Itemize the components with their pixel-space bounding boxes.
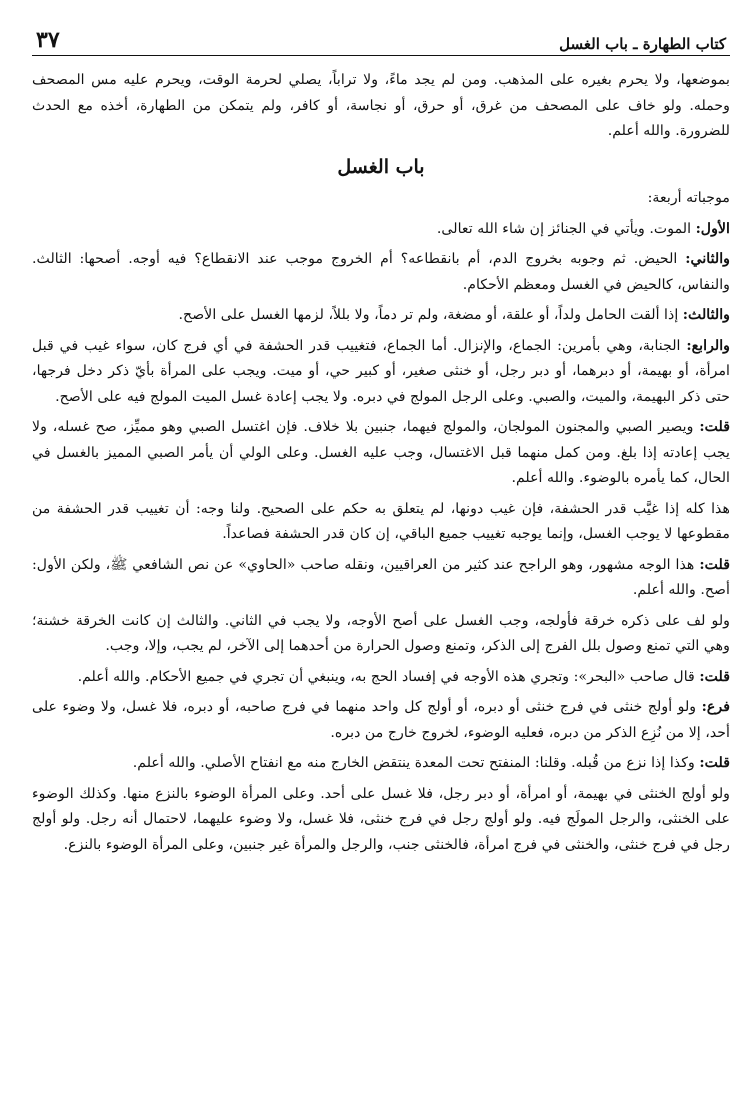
paragraph-text: هذا الوجه مشهور، وهو الراجح عند كثير من العراقيين، ونقله صاحب «الحاوي» عن نص الشافعي ﷺ، ولكن الأول: أصح. والله أعلم. xyxy=(32,556,730,598)
paragraph-7 xyxy=(32,553,730,604)
paragraph-3 xyxy=(32,303,730,329)
paragraph-text: إذا ألقت الحامل ولداً، أو علقة، أو مضغة، ولم تر دماً، ولا بللاً، لزمها الغسل على الأصح. xyxy=(178,307,679,323)
page-number: ٣٧ xyxy=(36,27,60,53)
paragraph-lead: قلت: xyxy=(699,556,730,573)
paragraph-text: الموت. ويأتي في الجنائز إن شاء الله تعالى. xyxy=(436,220,692,237)
paragraph-1 xyxy=(32,217,730,243)
paragraph-12 xyxy=(32,782,730,859)
paragraph-lead: والثاني: xyxy=(685,251,730,267)
running-header xyxy=(32,18,730,56)
section-title: باب الغسل xyxy=(337,155,425,178)
running-title: كتاب الطهارة ـ باب الغسل xyxy=(559,35,726,53)
paragraph-8 xyxy=(32,609,730,660)
paragraph-0 xyxy=(32,186,730,212)
paragraph-text: ويصير الصبي والمجنون المولجان، والمولج فيهما، جنبين بلا خلاف. فإن اغتسل الصبي وهو مميِّز، صح غسله، ولا يجب إعادته إذا بلغ. ومن كمل منهما قبل الاغتسال، وجب عليه الغسل. وعلى الولي أن يأمر الصبي المميز بالغسل في الحال، كما يأمره بالوضوء. والله أعلم. xyxy=(32,419,730,486)
paragraph-4 xyxy=(32,334,730,411)
paragraph-text: هذا كله إذا غيَّب قدر الحشفة، فإن غيب دونها، لم يتعلق به حكم على الصحيح. ولنا وجه: أن تغييب قدر الحشفة من مقطوعها لا يوجب الغسل، وإنما يوجبه تغييب جميع الباقي، إن كان قدر الحشفة فصاعداً. xyxy=(32,500,730,542)
paragraph-lead: قلت: xyxy=(699,668,730,685)
paragraph-lead: والرابع: xyxy=(686,337,731,354)
paragraph-text: ولو لف على ذكره خرقة فأولجه، وجب الغسل على أصح الأوجه، ولا يجب في الثاني. والثالث إن كانت الخرقة خشنة؛ وهي التي تمنع وصول بلل الفرج إلى الذكر، وتمنع وصول الحرارة من أحدهما إلى الآخر، لم يجب، وإلا، وجب. xyxy=(32,612,730,654)
paragraph-text: الجنابة، وهي بأمرين: الجماع، والإنزال. أما الجماع، فتغييب قدر الحشفة في أي فرج كان، سواء غيب في قبل امرأة، أو بهيمة، أو دبرهما، أو دبر رجل، أو خنثى صغير، أو كبير حي، أو ميت. ويجب على المرأة بأيّ ذكر دخل فرجها، حتى ذكر البهيمة، والميت، والصبي. وعلى الرجل المولج في دبره. ولا يجب إعادة غسل الميت المولج فيه على الأصح. xyxy=(32,337,730,405)
paragraph-text: الحيض. ثم وجوبه بخروج الدم، أم بانقطاعه؟ أم الخروج موجب عند الانقطاع؟ فيه أوجه. أصحها: الثالث. والنفاس، كالحيض في الغسل ومعظم الأحكام. xyxy=(32,251,730,293)
paragraph-text: وكذا إذا نزع من قُبله. وقلنا: المنفتح تحت المعدة ينتقض الخارج منه مع انفتاح الأصلي. والله أعلم. xyxy=(132,755,695,771)
intro-paragraph: بموضعها، ولا يحرم بغيره على المذهب. ومن لم يجد ماءً، ولا تراباً، يصلي لحرمة الوقت، ويحرم عليه مس المصحف وحمله. ولو خاف على المصحف من غرق، أو حرق، أو نجاسة، أو كافر، ولم يتمكن من الطهارة، أخذه مع الحدث للضرورة. والله أعلم. xyxy=(32,72,730,139)
paragraph-lead: الأول: xyxy=(695,220,730,237)
paragraph-text: ولو أولج خنثى في فرج خنثى أو دبره، أو أولج كل واحد منهما في فرج صاحبه، أو دبره، فلا غسل، ولا وضوء على أحد، إلا من نُزِع الذكر من دبره، فعليه الوضوء، لخروج خارج من دبره. xyxy=(32,699,730,741)
paragraph-text: ولو أولج الخنثى في بهيمة، أو امرأة، أو دبر رجل، فلا غسل على أحد. وعلى المرأة الوضوء بالنزع منها. وكذلك الوضوء على الخنثى، والرجل المولَج فيه. ولو أولج رجل في فرج خنثى، فلا غسل، ولا وضوء عليهما، لاحتمال أنه رجل. ولو أولج رجل في فرج خنثى، والخنثى في فرج امرأة، فالخنثى جنب، والرجل والمرأة غير جنبين، وعلى المرأة الوضوء بالنزع. xyxy=(32,785,730,853)
paragraph-lead: قلت: xyxy=(699,755,730,771)
paragraph-11 xyxy=(32,751,730,777)
paragraph-10 xyxy=(32,695,730,746)
paragraph-2 xyxy=(32,247,730,298)
paragraph-text: قال صاحب «البحر»: وتجري هذه الأوجه في إفساد الحج به، وينبغي أن تجري في جميع الأحكام. والله أعلم. xyxy=(77,668,695,685)
paragraph-5 xyxy=(32,415,730,492)
page-body xyxy=(32,68,730,858)
paragraph-lead: والثالث: xyxy=(682,307,730,323)
book-page xyxy=(32,18,730,1089)
paragraph-6 xyxy=(32,497,730,548)
paragraph-9 xyxy=(32,665,730,691)
paragraph-lead: فرع: xyxy=(701,699,730,715)
paragraph-lead: قلت: xyxy=(699,419,730,435)
paragraph-text: موجباته أربعة: xyxy=(647,190,730,206)
